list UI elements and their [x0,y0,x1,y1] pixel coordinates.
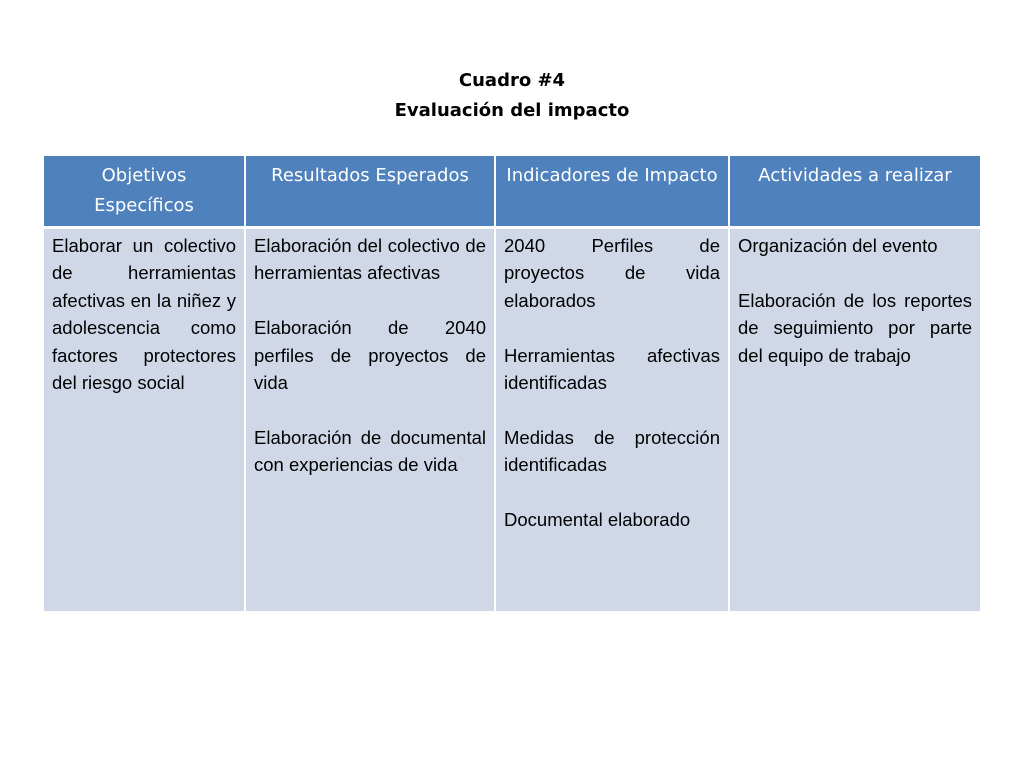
indicador-item: Herramientas afectivas identificadas [504,344,720,394]
resultado-item: Elaboración de 2040 perfiles de proyectos de vida [254,317,486,394]
header-resultados: Resultados Esperados [245,156,495,228]
actividad-item: Elaboración de los reportes de seguimiento por parte del equipo de trabajo [738,289,972,366]
slide-title [0,66,1024,126]
resultado-item: Elaboración de documental con experiencias de vida [254,426,486,476]
actividad-item: Organización del evento [738,235,938,256]
cell-objetivos [44,228,245,611]
resultado-item: Elaboración del colectivo de herramientas afectivas [254,235,486,284]
header-objetivos: Objetivos Específicos [44,156,245,228]
indicador-item: 2040 Perfiles de proyectos de vida elaborados [504,235,720,311]
table-header-row [44,156,980,228]
indicador-item: Documental elaborado [504,509,691,531]
cell-indicadores [495,228,729,611]
table-row [44,228,980,611]
header-actividades: Actividades a realizar [729,156,980,228]
cell-actividades [729,228,980,611]
header-indicadores: Indicadores de Impacto [495,156,729,228]
title-line-2: Evaluación del impacto [394,100,630,121]
indicador-item: Medidas de protección identificadas [504,426,720,476]
cell-resultados [245,228,495,611]
impact-evaluation-table [44,156,980,611]
title-line-1: Cuadro #4 [458,70,566,91]
objetivo-text: Elaborar un colectivo de herramientas afectivas en la niñez y adolescencia como factores protectores del riesgo social [52,235,236,394]
